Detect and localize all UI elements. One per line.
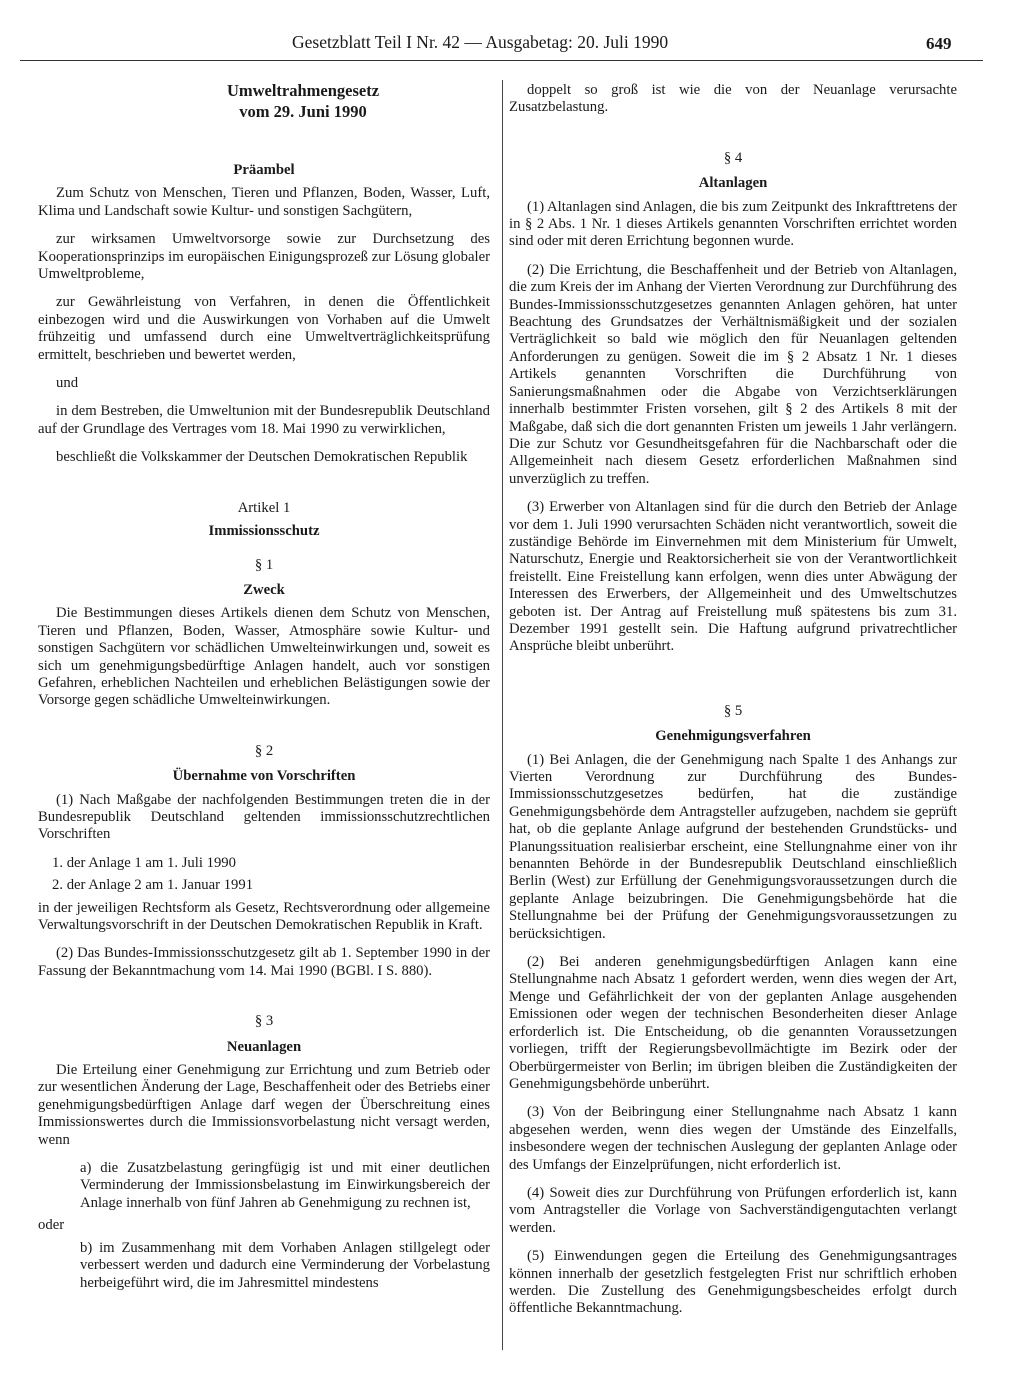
section-paragraph: (1) Altanlagen sind Anlagen, die bis zum Zeitpunkt des Inkrafttretens der in § 2 Abs. 1 Nr. 1 dieses Artikels genannten Vorschriften errichtet worden sind oder mit deren Errichtung begonnen wurde. — [509, 198, 957, 250]
praeambel-heading: Präambel — [233, 162, 295, 178]
artikel-label: Artikel 1 — [237, 499, 291, 516]
section-sign: § 4 — [723, 149, 743, 166]
artikel-title: Immissionsschutz — [208, 523, 320, 540]
continued-paragraph: doppelt so groß ist wie die von der Neuanlage verursachte Zusatzbelastung. — [509, 82, 957, 116]
section-title: Neuanlagen — [226, 1038, 302, 1055]
section-paragraph: (2) Das Bundes-Immissionsschutzgesetz gilt ab 1. September 1990 in der Fassung der Bekanntmachung vom 14. Mai 1990 (BGBl. I S. 880). — [38, 945, 490, 979]
document-title-date: vom 29. Juni 1990 — [239, 102, 367, 121]
document-title-name: Umweltrahmengesetz — [226, 81, 380, 100]
page-number: 649 — [926, 34, 952, 53]
section-paragraph: (5) Einwendungen gegen die Erteilung des Genehmigungsantrages können innerhalb der gesetzlich festgelegten Frist nur schriftlich erhoben werden. Die Zustellung des Genehmigungsbescheides erfolgt durch öffentliche Bekanntmachung. — [509, 1248, 957, 1317]
section-title: Übernahme von Vorschriften — [172, 768, 356, 785]
right-column — [509, 82, 957, 1329]
praeambel-paragraph: in dem Bestreben, die Umweltunion mit der Bundesrepublik Deutschland auf der Grundlage des Vertrages vom 18. Mai 1990 zu verwirklichen, — [38, 403, 490, 437]
section-sign: § 5 — [723, 702, 743, 719]
document-title — [38, 80, 490, 122]
section-title: Genehmigungsverfahren — [655, 728, 811, 745]
section-paragraph: (4) Soweit dies zur Durchführung von Prüfungen erforderlich ist, kann vom Antragsteller die Vorlage von Sachverständigengutachten verlangt werden. — [509, 1184, 957, 1236]
header-rule — [20, 60, 983, 61]
left-column — [38, 80, 490, 1297]
section-sign: § 1 — [254, 556, 274, 573]
sub-item: b) im Zusammenhang mit dem Vorhaben Anlagen stillgelegt oder verbessert werden und dadurch eine Verminderung der Vorbelastung herbeigeführt wird, die im Jahresmittel mindestens — [80, 1239, 490, 1291]
section-paragraph: (3) Erwerber von Altanlagen sind für die durch den Betrieb der Anlage vor dem 1. Juli 1990 verursachten Schäden nicht verantwortlich, soweit die zuständige Behörde im Einvernehmen mit dem Ministerium für Umwelt, Naturschutz, Energie und Reaktorsicherheit sie von der Verantwortlichkeit freistellt. Eine Freistellung kann erfolgen, wenn dies unter Abwägung der Interessen des Erwerbers, der Allgemeinheit und des Umweltschutzes geboten ist. Der Antrag auf Freistellung muß spätestens bis zum 31. Dezember 1991 gestellt sein. Die Haftung aufgrund privatrechtlicher Ansprüche bleibt unberührt. — [509, 499, 957, 655]
praeambel-paragraph: Zum Schutz von Menschen, Tieren und Pflanzen, Boden, Wasser, Luft, Klima und Landschaft sowie Kultur- und sonstigen Sachgütern, — [38, 185, 490, 219]
section-sign: § 3 — [254, 1013, 274, 1030]
sub-item: a) die Zusatzbelastung geringfügig ist und mit einer deutlichen Verminderung der Immissionsbelastung im Einwirkungsbereich der Anlage innerhalb von fünf Jahren ab Genehmigung zu rechnen ist, — [80, 1160, 490, 1211]
praeambel-paragraph: zur wirksamen Umweltvorsorge sowie zur Durchsetzung des Kooperationsprinzips im europäischen Einigungsprozeß zur Lösung globaler Umweltprobleme, — [38, 231, 490, 283]
section-paragraph: (1) Nach Maßgabe der nachfolgenden Bestimmungen treten die in der Bundesrepublik Deutschland geltenden immissionsschutzrechtlichen Vorschriften — [38, 791, 490, 843]
gazette-title: Gesetzblatt Teil I Nr. 42 — Ausgabetag: 20. Juli 1990 — [292, 32, 669, 52]
list-item: 2. der Anlage 2 am 1. Januar 1991 — [52, 877, 254, 894]
praeambel-und: und — [56, 375, 79, 392]
section-paragraph: (2) Bei anderen genehmigungsbedürftigen Anlagen kann eine Stellungnahme nach Absatz 1 gefordert werden, wenn dies wegen der Art, Menge und Gefährlichkeit der von der geplanten Anlage ausgehenden Emissionen oder wegen der technischen Besonderheiten dieser Anlage erforderlich ist. Die Entscheidung, ob die genannten Voraussetzungen vorliegen, trifft der Regierungsbevollmächtigte im Bezirk oder der Oberbürgermeister von Berlin; im übrigen bleiben die Zuständigkeiten der Genehmigungsbehörde unberührt. — [509, 954, 957, 1092]
section-paragraph: (3) Von der Beibringung einer Stellungnahme nach Absatz 1 kann abgesehen werden, wenn dies wegen der Umstände des Einzelfalls, insbesondere wegen der technischen Auslegung der geplanten Anlage oder des Umfangs der Einzelprüfungen, nicht erforderlich ist. — [509, 1104, 957, 1173]
section-paragraph: (1) Bei Anlagen, die der Genehmigung nach Spalte 1 des Anhangs zur Vierten Verordnung zur Durchführung des Bundes-Immissionsschutzgesetzes bedürfen, hat die zuständige Genehmigungsbehörde dem Antragsteller aufzugeben, nachdem sie geprüft hat, ob die geplante Anlage aufgrund der bestehenden Grundstücks- und Planungssituation realisierbar erscheint, eine Stellungnahme einer von ihr benannten Behörde in der Bundesrepublik Deutschland einschließlich Berlin (West) zur Erfüllung der Genehmigungsvoraussetzungen durch die geplante Anlage beizubringen. Die Genehmigungsbehörde hat die Stellungnahme bei der Prüfung der Genehmigungsvoraussetzungen zu berücksichtigen. — [509, 751, 957, 942]
praeambel-paragraph: zur Gewährleistung von Verfahren, in denen die Öffentlichkeit einbezogen wird und die Auswirkungen von Vorhaben auf die Umwelt frühzeitig und umfassend durch eine Umweltverträglichkeitsprüfung ermittelt, beschrieben und bewertet werden, — [38, 294, 490, 363]
oder-label: oder — [38, 1217, 65, 1234]
section-title: Zweck — [243, 581, 285, 598]
section-paragraph: Die Erteilung einer Genehmigung zur Errichtung und zum Betrieb oder zur wesentlichen Änderung der Lage, Beschaffenheit oder des Betriebs einer genehmigungsbedürftigen Anlage darf wegen der Überschreitung eines Immissionswertes durch die Immissionsvorbelastung nicht versagt werden, wenn — [38, 1062, 490, 1148]
section-paragraph: (2) Die Errichtung, die Beschaffenheit und der Betrieb von Altanlagen, die zum Kreis der im Anhang der Vierten Verordnung zur Durchführung des Bundes-Immissionsschutzgesetzes genannten Anlagen gehören, hat unter Beachtung des Grundsatzes der Verhältnismäßigkeit und der sozialen Verträglichkeit so bald wie möglich den für Neuanlagen geltenden Anforderungen zu genügen. Soweit die im § 2 Absatz 1 Nr. 1 dieses Artikels genannten Vorschriften die Durchführung von Sanierungsmaßnahmen oder die Abgabe von Verzichtserklärungen innerhalb bestimmter Fristen vorsehen, gilt § 2 des Artikels 8 mit der Maßgabe, daß sich die dort genannten Fristen um jeweils 1 Jahr verlängern. Die zur Schutz vor Gesundheitsgefahren für die Nachbarschaft oder die Allgemeinheit nach diesem Gesetz erforderlichen Maßnahmen sind unverzüglich zu treffen. — [509, 261, 957, 487]
section-paragraph: in der jeweiligen Rechtsform als Gesetz, Rechtsverordnung oder allgemeine Verwaltungsvorschrift in der Deutschen Demokratischen Republik in Kraft. — [38, 899, 490, 933]
section-paragraph: Die Bestimmungen dieses Artikels dienen dem Schutz von Menschen, Tieren und Pflanzen, Boden, Wasser, Atmosphäre sowie Kultur- und sonstigen Sachgütern vor schädlichen Umwelteinwirkungen und, soweit es sich um genehmigungsbedürftige Anlagen handelt, auch vor sonstigen Gefahren, erheblichen Nachteilen und erheblichen Belästigungen sowie der Vorsorge gegen schädliche Umwelteinwirkungen. — [38, 605, 490, 709]
list-item: 1. der Anlage 1 am 1. Juli 1990 — [52, 854, 236, 871]
section-sign: § 2 — [254, 742, 274, 759]
section-title: Altanlagen — [698, 175, 768, 192]
column-divider — [502, 80, 503, 1350]
page-header — [0, 32, 1024, 58]
praeambel-paragraph: beschließt die Volkskammer der Deutschen Demokratischen Republik — [56, 449, 468, 466]
